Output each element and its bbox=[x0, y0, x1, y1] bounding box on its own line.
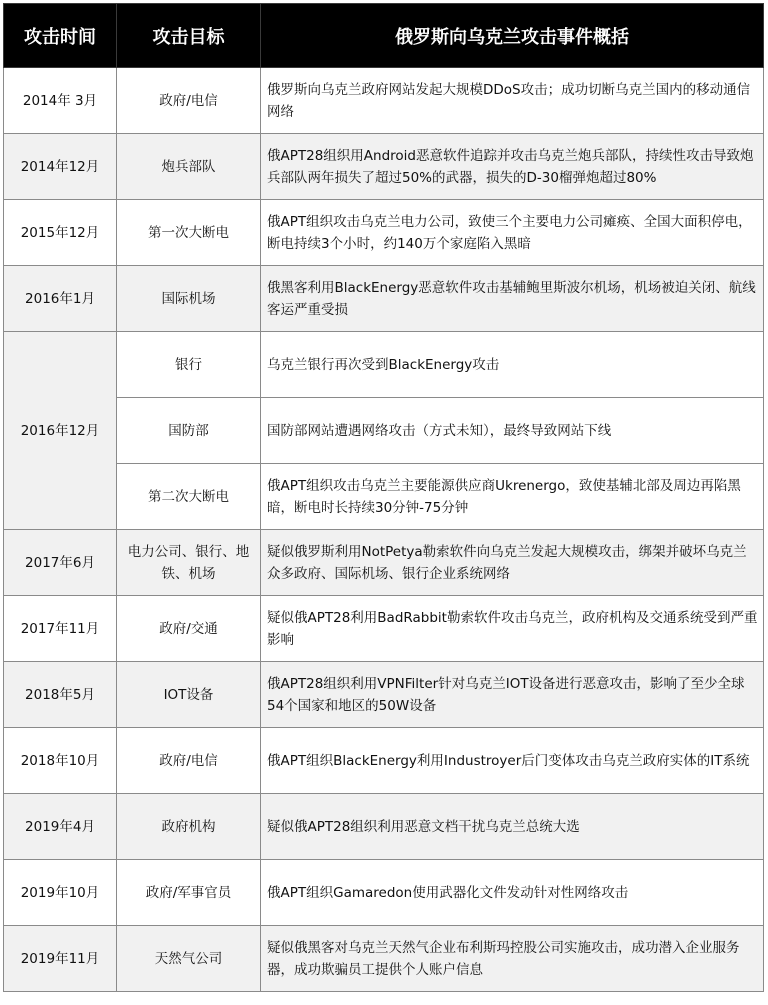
cell-target: 政府/电信 bbox=[117, 728, 261, 794]
attack-events-table bbox=[3, 3, 764, 992]
table-row bbox=[4, 860, 764, 926]
cell-target: 政府/电信 bbox=[117, 68, 261, 134]
cell-summary: 国防部网站遭遇网络攻击（方式未知），最终导致网站下线 bbox=[261, 398, 764, 464]
cell-target: IOT设备 bbox=[117, 662, 261, 728]
cell-date: 2015年12月 bbox=[4, 200, 117, 266]
table-row bbox=[4, 134, 764, 200]
cell-date: 2018年10月 bbox=[4, 728, 117, 794]
cell-summary: 疑似俄黑客对乌克兰天然气企业布利斯玛控股公司实施攻击，成功潜入企业服务器，成功欺骗员工提供个人账户信息 bbox=[261, 926, 764, 992]
cell-target: 炮兵部队 bbox=[117, 134, 261, 200]
header-attack-target: 攻击目标 bbox=[117, 4, 261, 68]
cell-target: 政府机构 bbox=[117, 794, 261, 860]
cell-target: 国际机场 bbox=[117, 266, 261, 332]
table-row bbox=[4, 728, 764, 794]
cell-target: 第二次大断电 bbox=[117, 464, 261, 530]
cell-date: 2017年6月 bbox=[4, 530, 117, 596]
cell-summary: 俄黑客利用BlackEnergy恶意软件攻击基辅鲍里斯波尔机场，机场被迫关闭、航线客运严重受损 bbox=[261, 266, 764, 332]
cell-summary: 疑似俄APT28利用BadRabbit勒索软件攻击乌克兰，政府机构及交通系统受到严重影响 bbox=[261, 596, 764, 662]
cell-date: 2018年5月 bbox=[4, 662, 117, 728]
cell-target: 第一次大断电 bbox=[117, 200, 261, 266]
cell-summary: 疑似俄APT28组织利用恶意文档干扰乌克兰总统大选 bbox=[261, 794, 764, 860]
cell-target: 天然气公司 bbox=[117, 926, 261, 992]
cell-summary: 疑似俄罗斯利用NotPetya勒索软件向乌克兰发起大规模攻击，绑架并破坏乌克兰众多政府、国际机场、银行企业系统网络 bbox=[261, 530, 764, 596]
table-row bbox=[4, 926, 764, 992]
cell-target: 银行 bbox=[117, 332, 261, 398]
cell-summary: 乌克兰银行再次受到BlackEnergy攻击 bbox=[261, 332, 764, 398]
cell-date: 2016年1月 bbox=[4, 266, 117, 332]
cell-summary: 俄罗斯向乌克兰政府网站发起大规模DDoS攻击；成功切断乌克兰国内的移动通信网络 bbox=[261, 68, 764, 134]
cell-summary: 俄APT组织Gamaredon使用武器化文件发动针对性网络攻击 bbox=[261, 860, 764, 926]
cell-target: 政府/交通 bbox=[117, 596, 261, 662]
cell-date: 2014年 3月 bbox=[4, 68, 117, 134]
cell-date: 2016年12月 bbox=[4, 332, 117, 530]
cell-target: 国防部 bbox=[117, 398, 261, 464]
cell-target: 电力公司、银行、地铁、机场 bbox=[117, 530, 261, 596]
cell-summary: 俄APT28组织用Android恶意软件追踪并攻击乌克兰炮兵部队，持续性攻击导致炮兵部队两年损失了超过50%的武器，损失的D-30榴弹炮超过80% bbox=[261, 134, 764, 200]
cell-date: 2019年10月 bbox=[4, 860, 117, 926]
table-row bbox=[4, 200, 764, 266]
table-row bbox=[4, 266, 764, 332]
cell-summary: 俄APT组织攻击乌克兰电力公司，致使三个主要电力公司瘫痪、全国大面积停电，断电持续3个小时，约140万个家庭陷入黑暗 bbox=[261, 200, 764, 266]
attack-events-table-container bbox=[3, 3, 763, 992]
cell-date: 2019年11月 bbox=[4, 926, 117, 992]
cell-summary: 俄APT28组织利用VPNFilter针对乌克兰IOT设备进行恶意攻击，影响了至少全球54个国家和地区的50W设备 bbox=[261, 662, 764, 728]
cell-date: 2017年11月 bbox=[4, 596, 117, 662]
cell-summary: 俄APT组织BlackEnergy利用Industroyer后门变体攻击乌克兰政府实体的IT系统 bbox=[261, 728, 764, 794]
cell-date: 2019年4月 bbox=[4, 794, 117, 860]
table-row bbox=[4, 464, 764, 530]
table-row bbox=[4, 794, 764, 860]
cell-target: 政府/军事官员 bbox=[117, 860, 261, 926]
table-row bbox=[4, 662, 764, 728]
table-row bbox=[4, 332, 764, 398]
table-row bbox=[4, 68, 764, 134]
header-attack-time: 攻击时间 bbox=[4, 4, 117, 68]
table-row bbox=[4, 596, 764, 662]
header-event-summary: 俄罗斯向乌克兰攻击事件概括 bbox=[261, 4, 764, 68]
cell-date: 2014年12月 bbox=[4, 134, 117, 200]
cell-summary: 俄APT组织攻击乌克兰主要能源供应商Ukrenergo，致使基辅北部及周边再陷黑暗，断电时长持续30分钟-75分钟 bbox=[261, 464, 764, 530]
table-header-row bbox=[4, 4, 764, 68]
table-row bbox=[4, 530, 764, 596]
table-row bbox=[4, 398, 764, 464]
